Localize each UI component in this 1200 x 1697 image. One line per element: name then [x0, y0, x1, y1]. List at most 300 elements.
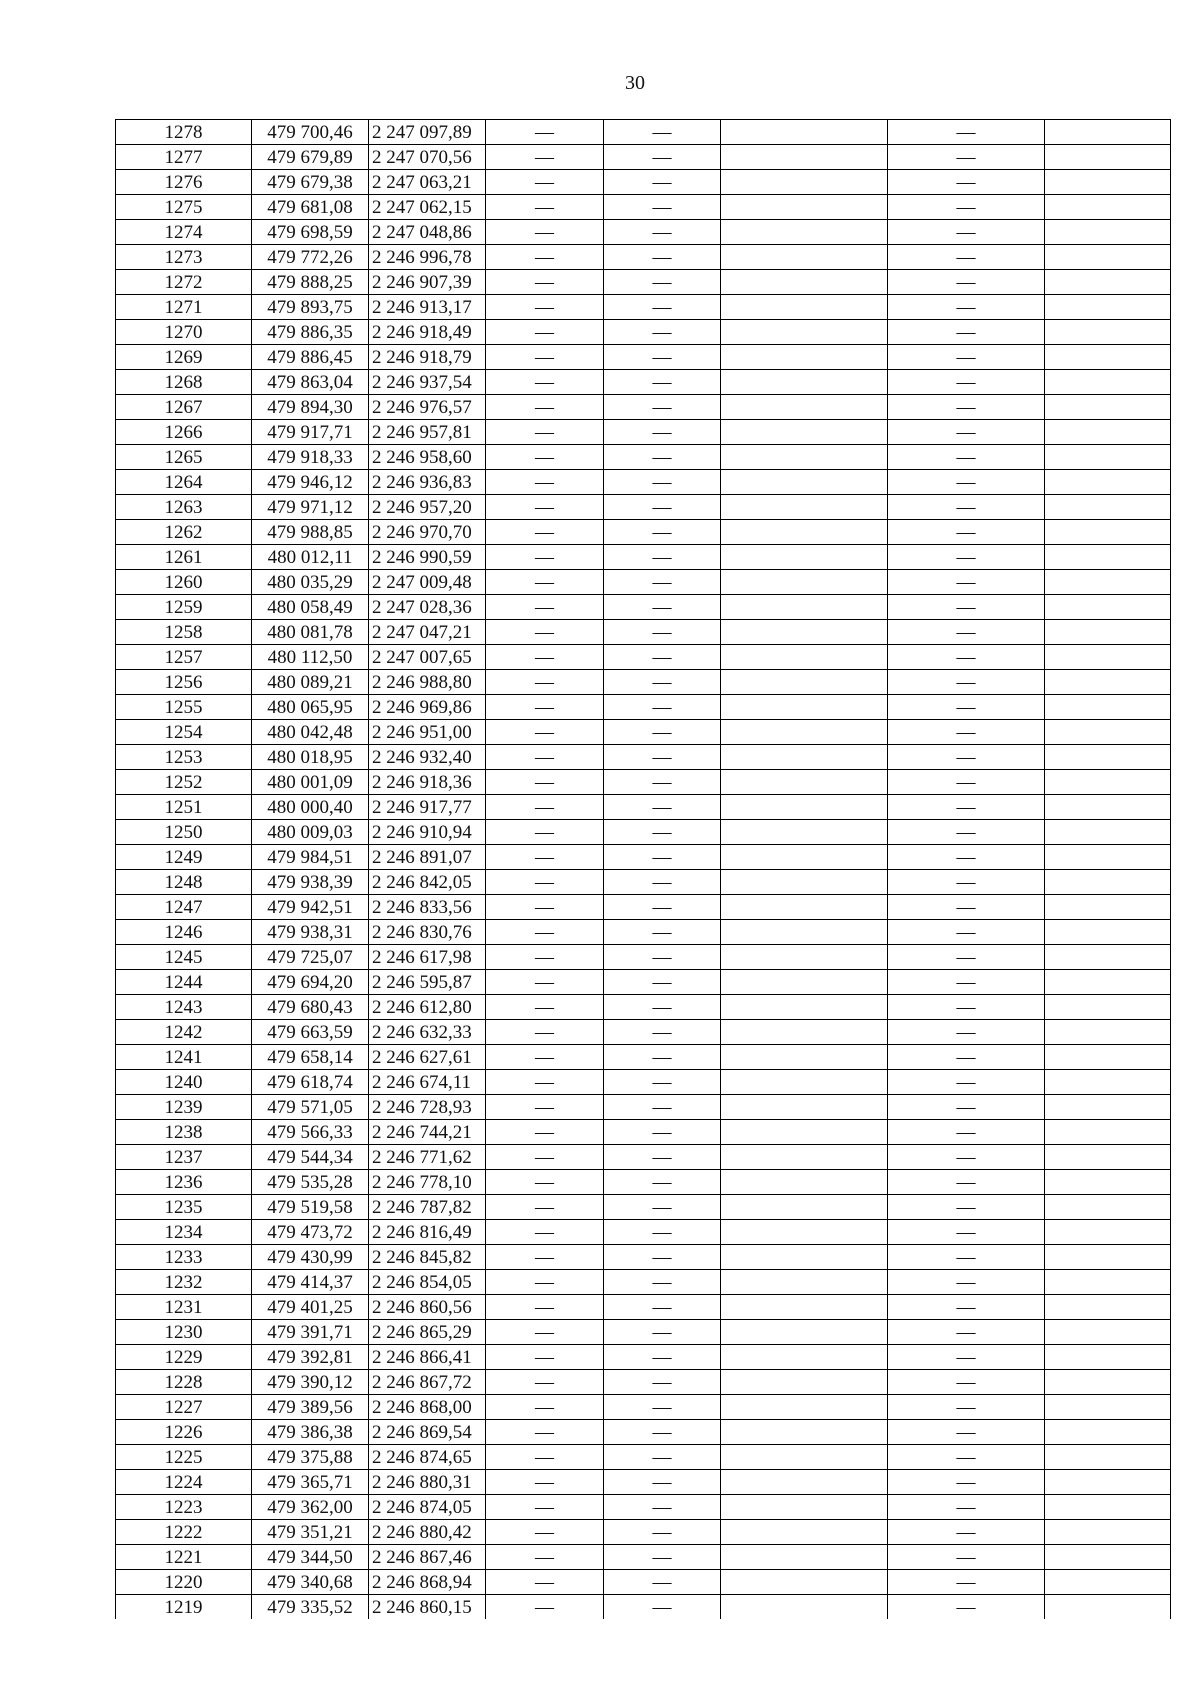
y-coordinate-cell: 2 246 867,72 [369, 1370, 486, 1395]
x-coordinate-cell: 479 938,31 [252, 920, 369, 945]
y-coordinate-cell: 2 246 632,33 [369, 1020, 486, 1045]
column-8-cell [1045, 870, 1171, 895]
column-5-cell: — [604, 170, 721, 195]
point-number-cell: 1228 [116, 1370, 252, 1395]
column-8-cell [1045, 820, 1171, 845]
column-7-cell: — [888, 295, 1045, 320]
point-number-cell: 1224 [116, 1470, 252, 1495]
column-7-cell: — [888, 1220, 1045, 1245]
column-7-cell: — [888, 370, 1045, 395]
point-number-cell: 1251 [116, 795, 252, 820]
column-7-cell: — [888, 1270, 1045, 1295]
column-8-cell [1045, 845, 1171, 870]
table-row [116, 1045, 1171, 1070]
column-6-cell [721, 495, 888, 520]
column-7-cell: — [888, 1595, 1045, 1620]
column-6-cell [721, 1395, 888, 1420]
column-6-cell [721, 695, 888, 720]
point-number-cell: 1258 [116, 620, 252, 645]
table-row [116, 720, 1171, 745]
point-number-cell: 1237 [116, 1145, 252, 1170]
column-6-cell [721, 570, 888, 595]
table-row [116, 1145, 1171, 1170]
column-6-cell [721, 1270, 888, 1295]
column-7-cell: — [888, 845, 1045, 870]
point-number-cell: 1272 [116, 270, 252, 295]
column-5-cell: — [604, 945, 721, 970]
column-7-cell: — [888, 1395, 1045, 1420]
table-row [116, 1470, 1171, 1495]
column-4-cell: — [486, 1370, 604, 1395]
point-number-cell: 1222 [116, 1520, 252, 1545]
column-5-cell: — [604, 670, 721, 695]
table-row [116, 1370, 1171, 1395]
x-coordinate-cell: 479 340,68 [252, 1570, 369, 1595]
column-6-cell [721, 1045, 888, 1070]
column-7-cell: — [888, 895, 1045, 920]
column-8-cell [1045, 145, 1171, 170]
column-4-cell: — [486, 920, 604, 945]
column-4-cell: — [486, 1595, 604, 1620]
column-4-cell: — [486, 1570, 604, 1595]
y-coordinate-cell: 2 246 918,36 [369, 770, 486, 795]
column-8-cell [1045, 995, 1171, 1020]
column-7-cell: — [888, 1570, 1045, 1595]
table-row [116, 620, 1171, 645]
x-coordinate-cell: 479 401,25 [252, 1295, 369, 1320]
column-4-cell: — [486, 245, 604, 270]
column-7-cell: — [888, 1095, 1045, 1120]
x-coordinate-cell: 479 519,58 [252, 1195, 369, 1220]
column-5-cell: — [604, 1220, 721, 1245]
x-coordinate-cell: 479 894,30 [252, 395, 369, 420]
table-row [116, 1420, 1171, 1445]
y-coordinate-cell: 2 247 028,36 [369, 595, 486, 620]
point-number-cell: 1239 [116, 1095, 252, 1120]
table-row [116, 1245, 1171, 1270]
point-number-cell: 1260 [116, 570, 252, 595]
column-7-cell: — [888, 1370, 1045, 1395]
column-4-cell: — [486, 1295, 604, 1320]
column-8-cell [1045, 1520, 1171, 1545]
x-coordinate-cell: 479 335,52 [252, 1595, 369, 1620]
column-6-cell [721, 120, 888, 145]
x-coordinate-cell: 479 700,46 [252, 120, 369, 145]
point-number-cell: 1242 [116, 1020, 252, 1045]
point-number-cell: 1277 [116, 145, 252, 170]
x-coordinate-cell: 480 065,95 [252, 695, 369, 720]
y-coordinate-cell: 2 247 097,89 [369, 120, 486, 145]
column-8-cell [1045, 620, 1171, 645]
y-coordinate-cell: 2 247 048,86 [369, 220, 486, 245]
column-8-cell [1045, 1170, 1171, 1195]
column-4-cell: — [486, 1045, 604, 1070]
column-5-cell: — [604, 120, 721, 145]
column-4-cell: — [486, 320, 604, 345]
column-4-cell: — [486, 195, 604, 220]
table-row [116, 1520, 1171, 1545]
column-6-cell [721, 1445, 888, 1470]
x-coordinate-cell: 479 725,07 [252, 945, 369, 970]
table-row [116, 545, 1171, 570]
column-4-cell: — [486, 1345, 604, 1370]
column-6-cell [721, 420, 888, 445]
column-6-cell [721, 1145, 888, 1170]
column-7-cell: — [888, 1245, 1045, 1270]
column-6-cell [721, 345, 888, 370]
column-8-cell [1045, 645, 1171, 670]
column-4-cell: — [486, 1320, 604, 1345]
column-8-cell [1045, 920, 1171, 945]
column-4-cell: — [486, 1195, 604, 1220]
column-4-cell: — [486, 545, 604, 570]
point-number-cell: 1254 [116, 720, 252, 745]
column-7-cell: — [888, 1320, 1045, 1345]
x-coordinate-cell: 479 971,12 [252, 495, 369, 520]
point-number-cell: 1257 [116, 645, 252, 670]
column-5-cell: — [604, 1120, 721, 1145]
column-8-cell [1045, 795, 1171, 820]
column-5-cell: — [604, 1320, 721, 1345]
column-4-cell: — [486, 170, 604, 195]
column-4-cell: — [486, 295, 604, 320]
point-number-cell: 1266 [116, 420, 252, 445]
point-number-cell: 1249 [116, 845, 252, 870]
column-8-cell [1045, 1095, 1171, 1120]
column-6-cell [721, 1470, 888, 1495]
table-row [116, 370, 1171, 395]
point-number-cell: 1253 [116, 745, 252, 770]
column-5-cell: — [604, 1295, 721, 1320]
table-row [116, 895, 1171, 920]
column-8-cell [1045, 495, 1171, 520]
column-4-cell: — [486, 770, 604, 795]
point-number-cell: 1255 [116, 695, 252, 720]
column-7-cell: — [888, 745, 1045, 770]
column-5-cell: — [604, 1045, 721, 1070]
column-7-cell: — [888, 870, 1045, 895]
column-6-cell [721, 1320, 888, 1345]
x-coordinate-cell: 479 566,33 [252, 1120, 369, 1145]
column-8-cell [1045, 770, 1171, 795]
column-7-cell: — [888, 1070, 1045, 1095]
y-coordinate-cell: 2 246 990,59 [369, 545, 486, 570]
y-coordinate-cell: 2 246 617,98 [369, 945, 486, 970]
column-7-cell: — [888, 1170, 1045, 1195]
column-4-cell: — [486, 645, 604, 670]
x-coordinate-cell: 479 389,56 [252, 1395, 369, 1420]
column-8-cell [1045, 520, 1171, 545]
column-7-cell: — [888, 270, 1045, 295]
point-number-cell: 1248 [116, 870, 252, 895]
column-5-cell: — [604, 745, 721, 770]
point-number-cell: 1264 [116, 470, 252, 495]
table-row [116, 1595, 1171, 1620]
table-row [116, 1570, 1171, 1595]
column-5-cell: — [604, 145, 721, 170]
column-5-cell: — [604, 895, 721, 920]
column-8-cell [1045, 1570, 1171, 1595]
column-8-cell [1045, 320, 1171, 345]
point-number-cell: 1233 [116, 1245, 252, 1270]
table-row [116, 420, 1171, 445]
column-5-cell: — [604, 1495, 721, 1520]
point-number-cell: 1278 [116, 120, 252, 145]
column-5-cell: — [604, 695, 721, 720]
x-coordinate-cell: 479 772,26 [252, 245, 369, 270]
column-8-cell [1045, 1420, 1171, 1445]
table-row [116, 1120, 1171, 1145]
column-6-cell [721, 370, 888, 395]
column-5-cell: — [604, 1470, 721, 1495]
column-8-cell [1045, 395, 1171, 420]
x-coordinate-cell: 479 658,14 [252, 1045, 369, 1070]
column-6-cell [721, 945, 888, 970]
column-6-cell [721, 1545, 888, 1570]
column-6-cell [721, 1345, 888, 1370]
y-coordinate-cell: 2 246 674,11 [369, 1070, 486, 1095]
y-coordinate-cell: 2 246 951,00 [369, 720, 486, 745]
column-5-cell: — [604, 1195, 721, 1220]
x-coordinate-cell: 479 392,81 [252, 1345, 369, 1370]
x-coordinate-cell: 479 414,37 [252, 1270, 369, 1295]
column-8-cell [1045, 270, 1171, 295]
table-row [116, 445, 1171, 470]
point-number-cell: 1225 [116, 1445, 252, 1470]
column-4-cell: — [486, 1095, 604, 1120]
column-5-cell: — [604, 720, 721, 745]
column-4-cell: — [486, 145, 604, 170]
y-coordinate-cell: 2 246 868,00 [369, 1395, 486, 1420]
column-8-cell [1045, 120, 1171, 145]
column-5-cell: — [604, 595, 721, 620]
column-4-cell: — [486, 620, 604, 645]
table-row [116, 1020, 1171, 1045]
point-number-cell: 1240 [116, 1070, 252, 1095]
column-6-cell [721, 1570, 888, 1595]
point-number-cell: 1275 [116, 195, 252, 220]
x-coordinate-cell: 479 680,43 [252, 995, 369, 1020]
column-8-cell [1045, 570, 1171, 595]
column-4-cell: — [486, 570, 604, 595]
column-5-cell: — [604, 1245, 721, 1270]
table-row [116, 995, 1171, 1020]
column-4-cell: — [486, 895, 604, 920]
column-4-cell: — [486, 1070, 604, 1095]
column-6-cell [721, 745, 888, 770]
column-7-cell: — [888, 820, 1045, 845]
point-number-cell: 1234 [116, 1220, 252, 1245]
y-coordinate-cell: 2 246 874,05 [369, 1495, 486, 1520]
column-6-cell [721, 1020, 888, 1045]
y-coordinate-cell: 2 246 833,56 [369, 895, 486, 920]
column-8-cell [1045, 970, 1171, 995]
column-7-cell: — [888, 145, 1045, 170]
table-row [116, 920, 1171, 945]
column-5-cell: — [604, 795, 721, 820]
point-number-cell: 1231 [116, 1295, 252, 1320]
column-8-cell [1045, 1070, 1171, 1095]
column-4-cell: — [486, 470, 604, 495]
column-7-cell: — [888, 420, 1045, 445]
column-4-cell: — [486, 1470, 604, 1495]
x-coordinate-cell: 479 679,38 [252, 170, 369, 195]
column-4-cell: — [486, 745, 604, 770]
column-4-cell: — [486, 670, 604, 695]
y-coordinate-cell: 2 246 860,15 [369, 1595, 486, 1620]
point-number-cell: 1227 [116, 1395, 252, 1420]
y-coordinate-cell: 2 246 778,10 [369, 1170, 486, 1195]
column-4-cell: — [486, 995, 604, 1020]
table-row [116, 345, 1171, 370]
x-coordinate-cell: 479 430,99 [252, 1245, 369, 1270]
column-7-cell: — [888, 220, 1045, 245]
table-row [116, 570, 1171, 595]
page-number: 30 [625, 72, 645, 94]
column-6-cell [721, 670, 888, 695]
column-6-cell [721, 595, 888, 620]
column-4-cell: — [486, 945, 604, 970]
column-7-cell: — [888, 1470, 1045, 1495]
column-7-cell: — [888, 970, 1045, 995]
y-coordinate-cell: 2 246 918,49 [369, 320, 486, 345]
y-coordinate-cell: 2 246 867,46 [369, 1545, 486, 1570]
column-7-cell: — [888, 770, 1045, 795]
x-coordinate-cell: 480 089,21 [252, 670, 369, 695]
column-5-cell: — [604, 770, 721, 795]
y-coordinate-cell: 2 246 744,21 [369, 1120, 486, 1145]
point-number-cell: 1230 [116, 1320, 252, 1345]
column-4-cell: — [486, 870, 604, 895]
x-coordinate-cell: 480 001,09 [252, 770, 369, 795]
column-7-cell: — [888, 795, 1045, 820]
column-5-cell: — [604, 870, 721, 895]
column-7-cell: — [888, 120, 1045, 145]
column-8-cell [1045, 445, 1171, 470]
table-row [116, 1070, 1171, 1095]
column-4-cell: — [486, 970, 604, 995]
column-6-cell [721, 270, 888, 295]
point-number-cell: 1270 [116, 320, 252, 345]
column-4-cell: — [486, 1495, 604, 1520]
column-4-cell: — [486, 445, 604, 470]
y-coordinate-cell: 2 246 865,29 [369, 1320, 486, 1345]
column-6-cell [721, 195, 888, 220]
column-7-cell: — [888, 195, 1045, 220]
y-coordinate-cell: 2 246 869,54 [369, 1420, 486, 1445]
x-coordinate-cell: 479 893,75 [252, 295, 369, 320]
column-7-cell: — [888, 1545, 1045, 1570]
y-coordinate-cell: 2 246 627,61 [369, 1045, 486, 1070]
column-5-cell: — [604, 295, 721, 320]
column-5-cell: — [604, 420, 721, 445]
x-coordinate-cell: 479 618,74 [252, 1070, 369, 1095]
point-number-cell: 1244 [116, 970, 252, 995]
column-4-cell: — [486, 695, 604, 720]
column-5-cell: — [604, 570, 721, 595]
table-row [116, 670, 1171, 695]
column-8-cell [1045, 470, 1171, 495]
y-coordinate-cell: 2 246 868,94 [369, 1570, 486, 1595]
y-coordinate-cell: 2 246 854,05 [369, 1270, 486, 1295]
y-coordinate-cell: 2 246 970,70 [369, 520, 486, 545]
column-5-cell: — [604, 1520, 721, 1545]
column-4-cell: — [486, 1220, 604, 1245]
column-7-cell: — [888, 245, 1045, 270]
column-6-cell [721, 470, 888, 495]
column-8-cell [1045, 1320, 1171, 1345]
y-coordinate-cell: 2 246 996,78 [369, 245, 486, 270]
column-4-cell: — [486, 1120, 604, 1145]
column-6-cell [721, 820, 888, 845]
point-number-cell: 1274 [116, 220, 252, 245]
column-8-cell [1045, 220, 1171, 245]
column-8-cell [1045, 945, 1171, 970]
point-number-cell: 1252 [116, 770, 252, 795]
y-coordinate-cell: 2 246 910,94 [369, 820, 486, 845]
point-number-cell: 1276 [116, 170, 252, 195]
column-7-cell: — [888, 545, 1045, 570]
column-7-cell: — [888, 1145, 1045, 1170]
column-8-cell [1045, 595, 1171, 620]
y-coordinate-cell: 2 246 830,76 [369, 920, 486, 945]
column-7-cell: — [888, 445, 1045, 470]
table-row [116, 1395, 1171, 1420]
x-coordinate-cell: 479 535,28 [252, 1170, 369, 1195]
column-4-cell: — [486, 1245, 604, 1270]
column-5-cell: — [604, 1595, 721, 1620]
y-coordinate-cell: 2 246 918,79 [369, 345, 486, 370]
table-body [116, 120, 1171, 1620]
y-coordinate-cell: 2 246 937,54 [369, 370, 486, 395]
point-number-cell: 1241 [116, 1045, 252, 1070]
y-coordinate-cell: 2 246 932,40 [369, 745, 486, 770]
column-7-cell: — [888, 1295, 1045, 1320]
x-coordinate-cell: 479 351,21 [252, 1520, 369, 1545]
column-8-cell [1045, 295, 1171, 320]
column-7-cell: — [888, 395, 1045, 420]
table-row [116, 495, 1171, 520]
y-coordinate-cell: 2 246 595,87 [369, 970, 486, 995]
table-row [116, 520, 1171, 545]
column-5-cell: — [604, 995, 721, 1020]
y-coordinate-cell: 2 246 958,60 [369, 445, 486, 470]
table-row [116, 1345, 1171, 1370]
column-7-cell: — [888, 1520, 1045, 1545]
column-6-cell [721, 970, 888, 995]
column-4-cell: — [486, 795, 604, 820]
x-coordinate-cell: 479 386,38 [252, 1420, 369, 1445]
column-5-cell: — [604, 545, 721, 570]
column-7-cell: — [888, 670, 1045, 695]
column-6-cell [721, 320, 888, 345]
column-4-cell: — [486, 720, 604, 745]
table-row [116, 120, 1171, 145]
column-8-cell [1045, 370, 1171, 395]
column-6-cell [721, 1120, 888, 1145]
column-6-cell [721, 1420, 888, 1445]
column-8-cell [1045, 1245, 1171, 1270]
column-6-cell [721, 1170, 888, 1195]
point-number-cell: 1267 [116, 395, 252, 420]
column-6-cell [721, 770, 888, 795]
point-number-cell: 1247 [116, 895, 252, 920]
column-8-cell [1045, 1195, 1171, 1220]
table-row [116, 945, 1171, 970]
x-coordinate-cell: 479 663,59 [252, 1020, 369, 1045]
column-5-cell: — [604, 1095, 721, 1120]
column-7-cell: — [888, 1495, 1045, 1520]
